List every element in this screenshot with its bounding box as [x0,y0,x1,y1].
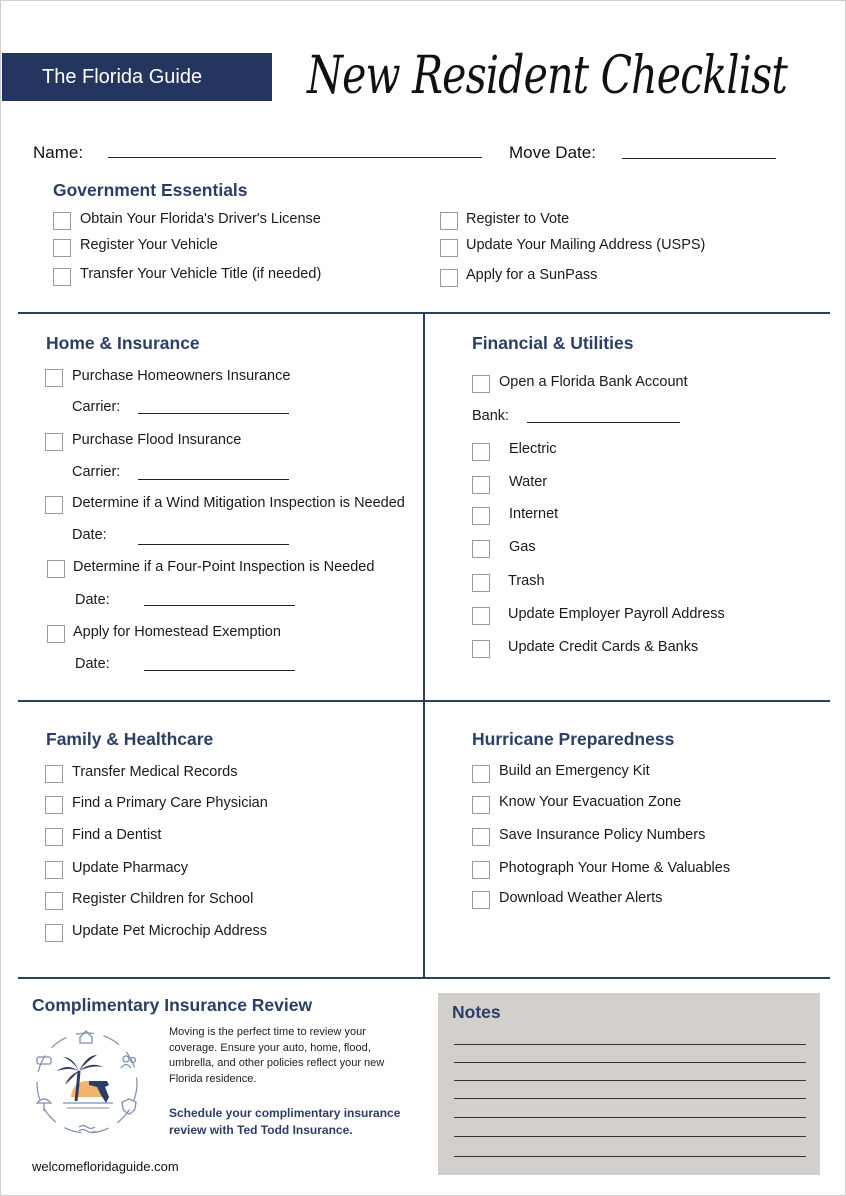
notes-box [438,993,820,1175]
checkbox[interactable] [472,375,490,393]
home-section-title: Home & Insurance [46,333,200,353]
checklist-item: Find a Primary Care Physician [72,795,268,811]
checklist-item: Purchase Homeowners Insurance [72,368,291,384]
checklist-item: Build an Emergency Kit [499,763,650,779]
checkbox[interactable] [472,796,490,814]
checkbox[interactable] [440,212,458,230]
checkbox[interactable] [472,507,490,525]
carrier-label: Carrier: [72,464,121,480]
checklist-item: Determine if a Wind Mitigation Inspection is Needed [72,495,405,511]
financial-section-title: Financial & Utilities [472,333,634,353]
checklist-item: Register Your Vehicle [80,237,218,253]
carrier-label: Carrier: [72,399,121,415]
date-field-line[interactable] [138,544,289,545]
promo-cta[interactable]: Schedule your complimentary insurance review with Ted Todd Insurance. [169,1106,401,1137]
checklist-item: Water [509,474,548,490]
bank-label: Bank: [472,408,510,424]
checkbox[interactable] [472,828,490,846]
umbrella-icon [37,1099,51,1111]
checkbox[interactable] [53,212,71,230]
date-label: Date: [75,656,110,672]
checkbox[interactable] [472,476,490,494]
date-field-line[interactable] [144,670,295,671]
checkbox[interactable] [45,369,63,387]
checkbox[interactable] [45,892,63,910]
date-field-line[interactable] [144,605,295,606]
notes-line[interactable] [454,1098,806,1099]
checkbox[interactable] [45,433,63,451]
section-divider [18,977,830,979]
checkbox[interactable] [45,765,63,783]
promo-body: Moving is the perfect time to review your coverage. Ensure your auto, home, flood, umbrella, and other policies reflect your new Florida residence. [169,1026,385,1085]
checkbox[interactable] [440,269,458,287]
checklist-item: Update Employer Payroll Address [508,606,725,622]
carrier-field-line[interactable] [138,479,289,480]
name-field-line[interactable] [108,157,482,158]
checklist-item: Register Children for School [72,891,254,907]
move-date-label: Move Date: [509,143,596,162]
checkbox[interactable] [45,924,63,942]
checkbox[interactable] [472,443,490,461]
government-section-title: Government Essentials [53,180,248,200]
bank-field-line[interactable] [527,422,680,423]
checklist-item: Purchase Flood Insurance [72,432,242,448]
brand-banner: The Florida Guide [2,53,272,101]
script-title-text: New Resident Checklist [305,46,788,106]
checkbox[interactable] [440,239,458,257]
column-divider [423,312,425,979]
shield-icon [122,1099,136,1114]
waves-icon [79,1126,95,1133]
notes-line[interactable] [454,1080,806,1081]
checkbox[interactable] [45,796,63,814]
checklist-item: Internet [509,506,559,522]
checklist-item: Update Your Mailing Address (USPS) [466,237,706,253]
checkbox[interactable] [47,625,65,643]
promo-title: Complimentary Insurance Review [32,995,313,1015]
checklist-item: Transfer Your Vehicle Title (if needed) [80,266,322,282]
checklist-item: Transfer Medical Records [72,764,238,780]
checklist-item: Apply for Homestead Exemption [73,624,281,640]
checkbox[interactable] [472,861,490,879]
palm-tree-logo-icon [29,1023,149,1139]
checklist-item: Register to Vote [466,211,570,227]
move-date-field-line[interactable] [622,158,776,159]
checklist-item: Find a Dentist [72,827,162,843]
checkbox[interactable] [472,540,490,558]
family-icon [123,1056,129,1062]
checklist-item: Download Weather Alerts [499,890,663,906]
section-divider [18,700,830,702]
name-label: Name: [33,143,84,162]
checkbox[interactable] [45,861,63,879]
checkbox[interactable] [53,268,71,286]
hurricane-section-title: Hurricane Preparedness [472,729,675,749]
website-link[interactable]: welcomefloridaguide.com [32,1159,179,1174]
checkbox[interactable] [472,765,490,783]
checklist-item: Determine if a Four-Point Inspection is Needed [73,559,375,575]
checklist-item: Electric [509,441,557,457]
carrier-field-line[interactable] [138,413,289,414]
checklist-item: Update Pet Microchip Address [72,923,268,939]
page-title [301,29,801,119]
notes-line[interactable] [454,1044,806,1045]
checklist-item: Save Insurance Policy Numbers [499,827,706,843]
date-label: Date: [72,527,107,543]
checkbox[interactable] [472,574,490,592]
checkbox[interactable] [53,239,71,257]
checkbox[interactable] [45,496,63,514]
checklist-item: Update Pharmacy [72,860,189,876]
checklist-item: Photograph Your Home & Valuables [499,860,731,876]
checklist-item: Know Your Evacuation Zone [499,794,682,810]
checkbox[interactable] [47,560,65,578]
checklist-item: Apply for a SunPass [466,267,598,283]
script-title-lettering [301,29,801,119]
checklist-item: Gas [509,539,536,555]
checkbox[interactable] [472,640,490,658]
notes-line[interactable] [454,1136,806,1137]
checkbox[interactable] [472,607,490,625]
date-label: Date: [75,592,110,608]
notes-line[interactable] [454,1156,806,1157]
notes-title: Notes [452,1002,501,1022]
checklist-item: Open a Florida Bank Account [499,374,688,390]
checkbox[interactable] [45,828,63,846]
checklist-item: Trash [508,573,545,589]
insurance-logo [29,1023,149,1139]
family-section-title: Family & Healthcare [46,729,214,749]
notes-line[interactable] [454,1117,806,1118]
checkbox[interactable] [472,891,490,909]
checklist-item: Obtain Your Florida's Driver's License [80,211,321,227]
notes-line[interactable] [454,1062,806,1063]
checklist-item: Update Credit Cards & Banks [508,639,699,655]
